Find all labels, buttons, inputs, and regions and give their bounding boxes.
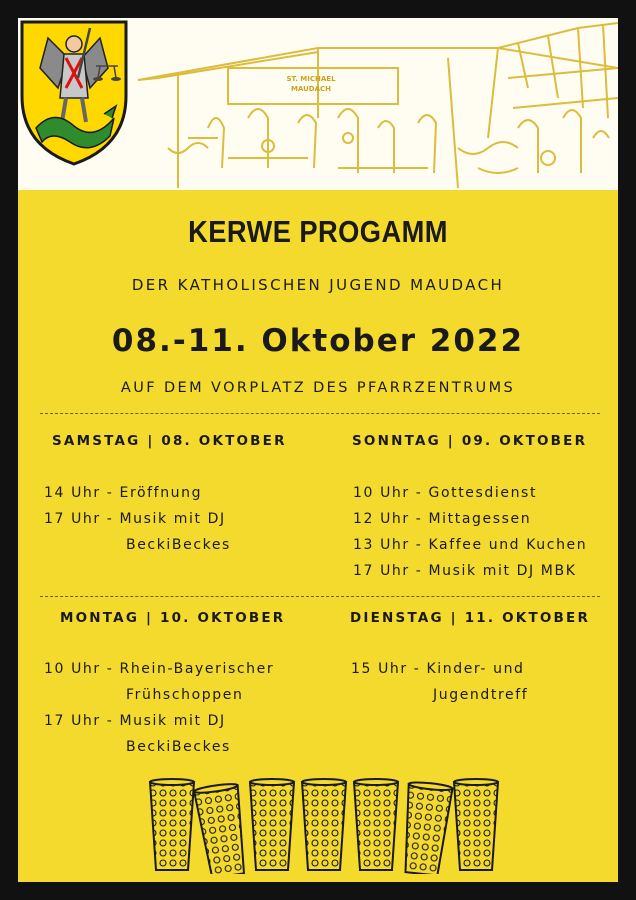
page-title: KERWE PROGAMM: [188, 214, 448, 249]
event-text-continued: BeckiBeckes: [126, 537, 231, 553]
dimpled-beer-glass-icon: [400, 781, 453, 874]
event-list-tuesday: [351, 656, 528, 708]
beer-glasses-decoration: [144, 774, 504, 874]
list-item: [353, 532, 587, 558]
dimpled-beer-glass-icon: [150, 779, 194, 870]
header-photo: [18, 18, 618, 190]
event-location: AUF DEM VORPLATZ DES PFARRZENTRUMS: [120, 380, 516, 396]
event-dates: 08.-11. Oktober 2022: [111, 323, 525, 359]
poster: [18, 18, 618, 882]
list-item: [44, 480, 231, 506]
list-item: [44, 506, 231, 558]
event-text: 17 Uhr - Musik mit DJ MBK: [353, 563, 577, 579]
dimpled-beer-glass-icon: [194, 782, 250, 874]
list-item: [353, 558, 587, 584]
day-heading-sunday: SONNTAG | 09. OKTOBER: [352, 433, 588, 449]
event-text: 14 Uhr - Eröffnung: [44, 485, 203, 501]
list-item: [351, 656, 528, 708]
event-text: 15 Uhr - Kinder- und: [351, 661, 525, 677]
event-text: 17 Uhr - Musik mit DJ: [44, 511, 226, 527]
event-text-continued: BeckiBeckes: [126, 739, 231, 755]
subtitle: DER KATHOLISCHEN JUGEND MAUDACH: [131, 276, 505, 294]
day-heading-monday: MONTAG | 10. OKTOBER: [60, 610, 286, 626]
event-list-monday: [44, 656, 274, 760]
event-text: 13 Uhr - Kaffee und Kuchen: [353, 537, 588, 553]
sign-line-1: ST. MICHAEL: [286, 75, 336, 83]
event-list-saturday: [44, 480, 231, 558]
dimpled-beer-glass-icon: [250, 779, 294, 870]
event-text-continued: Frühschoppen: [126, 687, 244, 703]
event-text-continued: Jugendtreff: [433, 687, 529, 703]
day-heading-tuesday: DIENSTAG | 11. OKTOBER: [350, 610, 591, 626]
list-item: [353, 480, 587, 506]
list-item: [44, 708, 274, 760]
dimpled-beer-glass-icon: [454, 779, 498, 870]
event-text: 10 Uhr - Rhein-Bayerischer: [44, 661, 275, 677]
event-text: 10 Uhr - Gottesdienst: [353, 485, 538, 501]
sign-line-2: MAUDACH: [290, 85, 332, 93]
dimpled-beer-glass-icon: [354, 779, 398, 870]
day-heading-saturday: SAMSTAG | 08. OKTOBER: [52, 433, 287, 449]
dimpled-beer-glass-icon: [302, 779, 346, 870]
list-item: [44, 656, 274, 708]
list-item: [353, 506, 587, 532]
divider-middle: [40, 596, 600, 597]
event-text: 12 Uhr - Mittagessen: [353, 511, 532, 527]
event-text: 17 Uhr - Musik mit DJ: [44, 713, 226, 729]
coat-of-arms-icon: [18, 18, 130, 168]
event-list-sunday: [353, 480, 587, 584]
divider-top: [40, 413, 600, 414]
